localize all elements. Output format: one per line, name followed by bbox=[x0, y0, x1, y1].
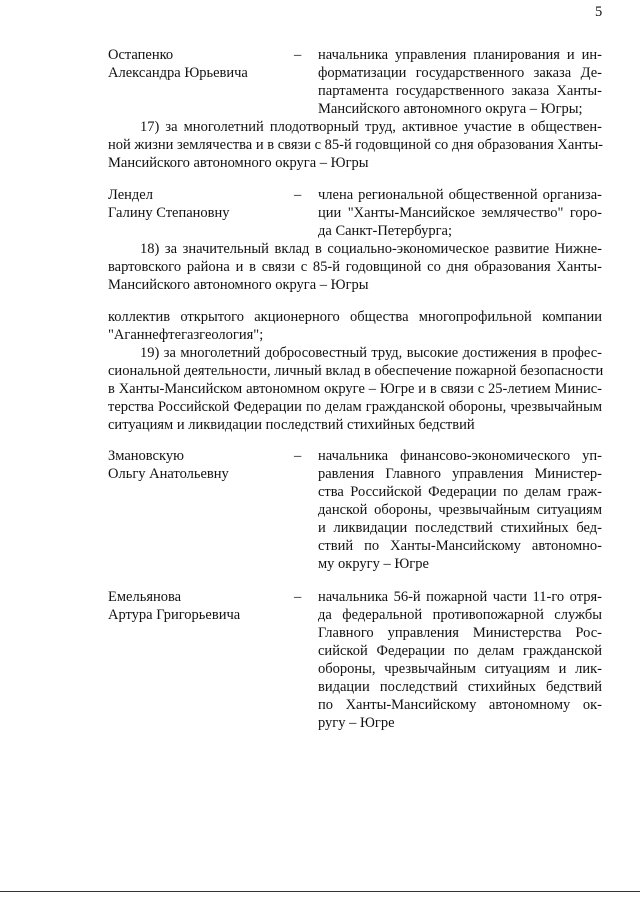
person-name: Змановскую bbox=[108, 448, 184, 464]
position-line: ства Российской Федерации по делам граж- bbox=[318, 484, 602, 500]
person-name: Емельянова bbox=[108, 589, 182, 605]
position-line: начальника 56-й пожарной части 11-го отря- bbox=[318, 589, 602, 605]
position-line: да Санкт-Петербурга; bbox=[318, 223, 452, 239]
position-line: и ликвидации последствий стихийных бед- bbox=[318, 520, 602, 536]
person-name: Лендел bbox=[108, 187, 153, 203]
paragraph-line: коллектив открытого акционерного общества многопрофильной компании bbox=[108, 309, 602, 325]
paragraph-line: Мансийского автономного округа – Югры bbox=[108, 277, 369, 293]
dash: – bbox=[294, 187, 302, 203]
position-line: ругу – Югре bbox=[318, 715, 395, 731]
position-line: равления Главного управления Министер- bbox=[318, 466, 602, 482]
position-line: обороны, чрезвычайным ситуациям и лик- bbox=[318, 661, 602, 677]
position-line: данской обороны, чрезвычайным ситуациям bbox=[318, 502, 602, 518]
position-line: Главного управления Министерства Рос- bbox=[318, 625, 602, 641]
paragraph-line: ситуациям и ликвидации последствий стихийных бедствий bbox=[108, 417, 475, 433]
footer-rule bbox=[0, 891, 640, 892]
person-name: Артура Григорьевича bbox=[108, 607, 241, 623]
paragraph-line: 18) за значительный вклад в социально-экономическое развитие Нижне- bbox=[140, 241, 602, 257]
paragraph-line: "Аганнефтегазгеология"; bbox=[108, 327, 264, 343]
position-line: ствий по Ханты-Мансийскому автономно- bbox=[318, 538, 602, 554]
position-line: му округу – Югре bbox=[318, 556, 429, 572]
position-line: члена региональной общественной организа- bbox=[318, 187, 602, 203]
position-line: начальника управления планирования и ин- bbox=[318, 47, 602, 63]
paragraph-line: Мансийского автономного округа – Югры bbox=[108, 155, 369, 171]
position-line: Мансийского автономного округа – Югры; bbox=[318, 101, 583, 117]
person-name: Галину Степановну bbox=[108, 205, 230, 221]
paragraph-line: вартовского района и в связи с 85-й годовщиной со дня образования Ханты- bbox=[108, 259, 602, 275]
dash: – bbox=[294, 47, 302, 63]
paragraph-line: 19) за многолетний добросовестный труд, высокие достижения в профес- bbox=[140, 345, 602, 361]
paragraph-line: в Ханты-Мансийском автономном округе – Югре и в связи с 25-летием Минис- bbox=[108, 381, 602, 397]
position-line: да федеральной противопожарной службы bbox=[318, 607, 602, 623]
paragraph-line: 17) за многолетний плодотворный труд, активное участие в обществен- bbox=[140, 119, 602, 135]
position-line: партамента государственного заказа Ханты- bbox=[318, 83, 602, 99]
person-name: Остапенко bbox=[108, 47, 174, 63]
paragraph-line: сиональной деятельности, личный вклад в обеспечение пожарной безопасности bbox=[108, 363, 604, 379]
position-line: сийской Федерации по делам гражданской bbox=[318, 643, 602, 659]
person-name: Александра Юрьевича bbox=[108, 65, 248, 81]
person-name: Ольгу Анатольевну bbox=[108, 466, 229, 482]
paragraph-line: терства Российской Федерации по делам гражданской обороны, чрезвычайным bbox=[108, 399, 602, 415]
paragraph-line: ной жизни землячества и в связи с 85-й годовщиной со дня образования Ханты- bbox=[108, 137, 604, 153]
position-line: видации последствий стихийных бедствий bbox=[318, 679, 602, 695]
position-line: ции "Ханты-Мансийское землячество" горо- bbox=[318, 205, 602, 221]
position-line: начальника финансово-экономического уп- bbox=[318, 448, 602, 464]
position-line: форматизации государственного заказа Де- bbox=[318, 65, 602, 81]
dash: – bbox=[294, 589, 302, 605]
position-line: по Ханты-Мансийскому автономному ок- bbox=[318, 697, 602, 713]
dash: – bbox=[294, 448, 302, 464]
page-number: 5 bbox=[595, 4, 603, 20]
